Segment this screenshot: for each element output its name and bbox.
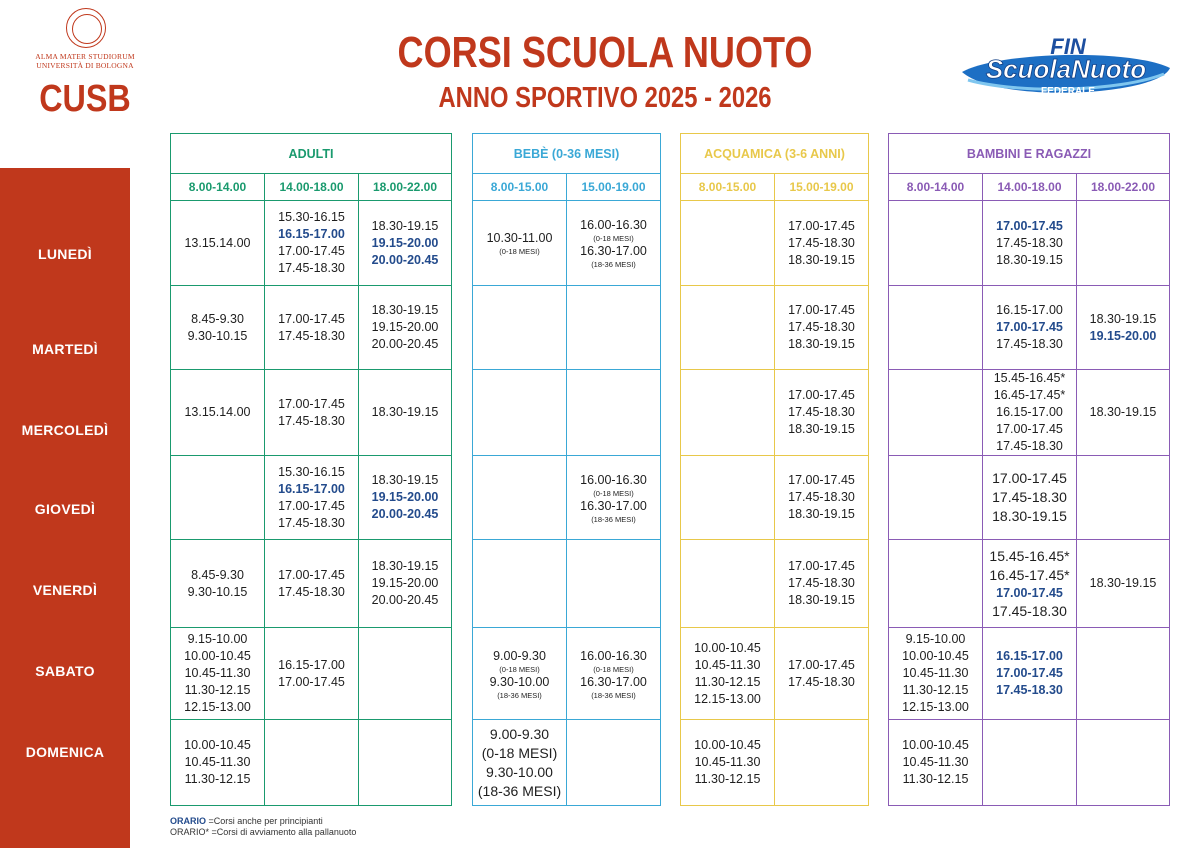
schedule-cell — [170, 369, 265, 456]
schedule-cell — [774, 285, 869, 370]
time-slot: 18.30-19.15 — [992, 508, 1067, 524]
time-slot: 9.30-10.00 — [489, 674, 550, 689]
schedule-cell — [888, 200, 983, 286]
slot-header: 8.00-15.00 — [680, 173, 775, 201]
schedule-cell — [472, 627, 567, 720]
time-slot: 16.15-17.00 — [278, 481, 345, 496]
time-slot: 18.30-19.15 — [1089, 311, 1157, 326]
time-slot: 16.15-17.00 — [278, 227, 345, 241]
schedule-cell — [888, 719, 983, 806]
footnote-line2: ORARIO* =Corsi di avviamento alla pallanuoto — [170, 827, 357, 837]
slot-header: 18.00-22.00 — [1076, 173, 1170, 201]
time-slot: 17.00-17.45 — [788, 218, 855, 233]
schedule-cell — [982, 455, 1077, 540]
schedule-cell — [982, 539, 1077, 628]
schedule-cell — [264, 200, 359, 286]
time-slot: 17.45-18.30 — [788, 405, 855, 419]
schedule-cell — [566, 200, 661, 286]
time-slot: (0-18 MESI) — [481, 744, 558, 761]
time-slot: 10.45-11.30 — [902, 755, 969, 769]
time-slot: 17.00-17.45 — [996, 666, 1063, 680]
slot-header: 8.00-14.00 — [888, 173, 983, 201]
time-slot: 15.45-16.45* — [993, 371, 1066, 385]
time-slot: 17.00-17.45 — [278, 311, 345, 326]
time-slot: 17.00-17.45 — [788, 559, 855, 573]
time-slot: 10.00-10.45 — [902, 649, 969, 663]
time-slot: 17.45-18.30 — [788, 320, 855, 334]
time-slot: 10.30-11.00 — [486, 231, 553, 245]
schedule-cell — [1076, 369, 1170, 456]
schedule-cell — [888, 455, 983, 540]
time-slot: 17.00-17.45 — [992, 470, 1067, 486]
time-slot: 17.45-18.30 — [278, 584, 345, 599]
university-seal-icon — [66, 8, 106, 48]
schedule-cell — [982, 627, 1077, 720]
schedule-cell — [264, 369, 359, 456]
time-slot: 17.45-18.30 — [278, 413, 345, 428]
fin-scuolanuoto-logo — [958, 34, 1173, 112]
time-slot: 17.45-18.30 — [992, 489, 1067, 505]
schedule-cell — [774, 719, 869, 806]
schedule-cell — [472, 200, 567, 286]
time-slot: 18.30-19.15 — [788, 507, 855, 521]
time-slot: 10.00-10.45 — [694, 738, 761, 752]
time-slot: 17.45-18.30 — [788, 490, 855, 504]
schedule-cell — [774, 627, 869, 720]
time-slot: 10.00-10.45 — [902, 738, 969, 752]
time-slot: 18.30-19.15 — [788, 422, 855, 436]
time-slot: 9.30-10.00 — [486, 763, 553, 780]
time-slot: 11.30-12.15 — [902, 683, 969, 697]
day-label: MARTEDÌ — [32, 341, 98, 357]
time-slot: 11.30-12.15 — [694, 772, 761, 786]
day-label: GIOVEDÌ — [34, 501, 96, 517]
schedule-cell — [680, 539, 775, 628]
schedule-cell — [170, 285, 265, 370]
cusb-text: CUSB — [39, 78, 131, 120]
time-slot: 10.45-11.30 — [694, 657, 761, 672]
schedule-cell — [680, 627, 775, 720]
schedule-cell — [472, 719, 567, 806]
time-slot: 16.15-17.00 — [278, 657, 345, 672]
time-slot: 17.00-17.45 — [788, 657, 855, 672]
group-title-adulti: ADULTI — [170, 133, 452, 174]
time-slot: 10.45-11.30 — [694, 755, 761, 769]
fin-main-text: ScuolaNuoto — [985, 54, 1147, 84]
time-slot: 17.00-17.45 — [996, 585, 1063, 600]
time-slot: 16.15-17.00 — [996, 649, 1063, 663]
time-slot: 9.30-10.15 — [187, 584, 248, 599]
time-slot: 12.15-13.00 — [694, 691, 761, 706]
time-slot: 18.30-19.15 — [788, 593, 855, 607]
schedule-cell — [1076, 627, 1170, 720]
time-slot: 16.00-16.30 — [580, 218, 647, 232]
time-slot: (18-36 MESI) — [477, 782, 562, 799]
time-slot: 9.00-9.30 — [493, 648, 546, 663]
schedule-cell — [982, 285, 1077, 370]
schedule-cell — [566, 369, 661, 456]
schedule-cell — [358, 719, 452, 806]
day-label: SABATO — [35, 663, 95, 679]
time-slot: 18.30-19.15 — [1089, 576, 1157, 590]
schedule-cell — [680, 719, 775, 806]
schedule-cell — [774, 455, 869, 540]
page-title: CORSI SCUOLA NUOTO — [397, 28, 813, 77]
footnote — [170, 816, 356, 838]
time-slot: 17.00-17.45 — [278, 396, 345, 411]
schedule-cell — [264, 539, 359, 628]
time-slot: 16.15-17.00 — [996, 405, 1063, 419]
time-slot: 18.30-19.15 — [371, 473, 439, 487]
time-slot: 19.15-20.00 — [1089, 328, 1157, 343]
page-subtitle: ANNO SPORTIVO 2025 - 2026 — [438, 82, 772, 114]
schedule-cell — [888, 285, 983, 370]
time-slot: 17.45-18.30 — [996, 439, 1063, 453]
time-slot: 20.00-20.45 — [371, 252, 439, 267]
schedule-cell — [566, 539, 661, 628]
time-slot: (0-18 MESI) — [499, 664, 540, 674]
time-slot: 17.00-17.45 — [278, 244, 345, 258]
schedule-cell — [1076, 539, 1170, 628]
time-slot: 10.00-10.45 — [184, 649, 251, 663]
time-slot: 12.15-13.00 — [902, 700, 969, 714]
schedule-cell — [774, 539, 869, 628]
schedule-cell — [566, 627, 661, 720]
time-slot: 17.45-18.30 — [788, 576, 855, 590]
slot-header: 8.00-15.00 — [472, 173, 567, 201]
schedule-cell — [566, 719, 661, 806]
time-slot: 17.45-18.30 — [278, 515, 345, 530]
schedule-cell — [680, 200, 775, 286]
time-slot: 10.45-11.30 — [184, 755, 251, 769]
time-slot: 19.15-20.00 — [371, 235, 439, 250]
time-slot: 18.30-19.15 — [788, 337, 855, 351]
time-slot: 17.45-18.30 — [788, 235, 855, 250]
time-slot: 10.00-10.45 — [184, 738, 251, 752]
time-slot: (18-36 MESI) — [591, 514, 636, 524]
schedule-cell — [888, 369, 983, 456]
time-slot: (0-18 MESI) — [593, 664, 634, 674]
time-slot: 9.00-9.30 — [489, 725, 550, 742]
time-slot: 16.00-16.30 — [580, 648, 647, 663]
university-line2: UNIVERSITÀ DI BOLOGNA — [36, 61, 134, 70]
time-slot: 9.15-10.00 — [187, 632, 248, 646]
time-slot: 17.00-17.45 — [996, 422, 1063, 436]
time-slot: 10.00-10.45 — [694, 640, 761, 655]
time-slot: 11.30-12.15 — [694, 674, 761, 689]
schedule-cell — [358, 627, 452, 720]
slot-header: 14.00-18.00 — [982, 173, 1077, 201]
time-slot: 10.45-11.30 — [902, 666, 969, 680]
time-slot: 18.30-19.15 — [371, 559, 439, 573]
time-slot: 9.30-10.15 — [187, 328, 248, 343]
time-slot: 17.00-17.45 — [996, 320, 1063, 334]
time-slot: 11.30-12.15 — [902, 772, 969, 786]
schedule-cell — [472, 539, 567, 628]
time-slot: 18.30-19.15 — [996, 252, 1063, 267]
time-slot: 19.15-20.00 — [371, 576, 439, 590]
schedule-cell — [566, 455, 661, 540]
time-slot: 17.00-17.45 — [788, 388, 855, 402]
schedule-cell — [1076, 719, 1170, 806]
schedule-cell — [170, 200, 265, 286]
time-slot: (0-18 MESI) — [593, 488, 634, 498]
schedule-cell — [1076, 200, 1170, 286]
time-slot: (18-36 MESI) — [591, 690, 636, 700]
time-slot: 15.45-16.45* — [989, 547, 1070, 564]
time-slot: (0-18 MESI) — [499, 247, 540, 256]
time-slot: 17.45-18.30 — [992, 602, 1067, 619]
time-slot: 11.30-12.15 — [184, 772, 251, 786]
time-slot: 16.30-17.00 — [580, 674, 647, 689]
time-slot: 13.15.14.00 — [184, 405, 251, 419]
time-slot: 16.30-17.00 — [580, 244, 647, 258]
time-slot: 17.00-17.45 — [278, 498, 345, 513]
slot-header: 15.00-19.00 — [566, 173, 661, 201]
schedule-cell — [566, 285, 661, 370]
time-slot: 15.30-16.15 — [278, 464, 345, 479]
slot-header: 8.00-14.00 — [170, 173, 265, 201]
slot-header: 18.00-22.00 — [358, 173, 452, 201]
schedule-cell — [170, 539, 265, 628]
schedule-cell — [264, 627, 359, 720]
time-slot: 17.45-18.30 — [788, 674, 855, 689]
schedule-cell — [774, 200, 869, 286]
time-slot: 13.15.14.00 — [184, 235, 251, 250]
schedule-cell — [982, 200, 1077, 286]
schedule-cell — [774, 369, 869, 456]
university-line1: ALMA MATER STUDIORUM — [35, 52, 135, 61]
time-slot: 19.15-20.00 — [371, 490, 439, 504]
time-slot: 17.45-18.30 — [278, 328, 345, 343]
schedule-cell — [1076, 455, 1170, 540]
schedule-cell — [472, 369, 567, 456]
fin-sub-text: FEDERALE — [1041, 86, 1095, 97]
schedule-cell — [472, 455, 567, 540]
schedule-cell — [888, 539, 983, 628]
time-slot: 19.15-20.00 — [371, 320, 439, 334]
time-slot: 20.00-20.45 — [371, 337, 439, 351]
time-slot: (18-36 MESI) — [591, 260, 636, 269]
time-slot: 15.30-16.15 — [278, 210, 345, 224]
footnote-line1: ORARIO =Corsi anche per principianti — [170, 816, 323, 826]
time-slot: 17.45-18.30 — [996, 337, 1063, 351]
group-title-bambini: BAMBINI E RAGAZZI — [888, 133, 1170, 174]
cusb-logo — [30, 8, 140, 126]
time-slot: 16.45-17.45* — [993, 388, 1066, 402]
time-slot: (18-36 MESI) — [497, 690, 542, 700]
time-slot: 20.00-20.45 — [371, 593, 439, 607]
schedule-cell — [170, 627, 265, 720]
schedule-cell — [170, 719, 265, 806]
schedule-cell — [982, 719, 1077, 806]
slot-header: 14.00-18.00 — [264, 173, 359, 201]
slot-header: 15.00-19.00 — [774, 173, 869, 201]
time-slot: 18.30-19.15 — [371, 303, 439, 317]
time-slot: 9.15-10.00 — [905, 632, 966, 646]
time-slot: 18.30-19.15 — [788, 252, 855, 267]
time-slot: 16.00-16.30 — [580, 472, 647, 487]
time-slot: (0-18 MESI) — [593, 234, 634, 243]
time-slot: 17.00-17.45 — [788, 473, 855, 487]
time-slot: 17.45-18.30 — [996, 235, 1063, 250]
time-slot: 18.30-19.15 — [1089, 405, 1157, 419]
schedule-cell — [982, 369, 1077, 456]
day-label: MERCOLEDÌ — [21, 422, 109, 438]
time-slot: 18.30-19.15 — [371, 405, 439, 419]
schedule-cell — [358, 539, 452, 628]
time-slot: 8.45-9.30 — [191, 567, 244, 582]
schedule-cell — [358, 285, 452, 370]
schedule-cell — [472, 285, 567, 370]
time-slot: 20.00-20.45 — [371, 507, 439, 521]
time-slot: 17.00-17.45 — [996, 218, 1063, 233]
time-slot: 17.00-17.45 — [278, 674, 345, 689]
time-slot: 12.15-13.00 — [184, 700, 251, 714]
time-slot: 16.45-17.45* — [989, 566, 1070, 583]
schedule-cell — [1076, 285, 1170, 370]
time-slot: 17.00-17.45 — [278, 567, 345, 582]
time-slot: 17.45-18.30 — [996, 683, 1063, 697]
schedule-cell — [680, 455, 775, 540]
schedule-cell — [264, 719, 359, 806]
schedule-cell — [680, 285, 775, 370]
day-label: VENERDÌ — [32, 582, 98, 598]
time-slot: 16.30-17.00 — [580, 498, 647, 513]
time-slot: 11.30-12.15 — [184, 683, 251, 697]
time-slot: 18.30-19.15 — [371, 218, 439, 233]
time-slot: 17.45-18.30 — [278, 261, 345, 275]
time-slot: 10.45-11.30 — [184, 666, 251, 680]
group-title-acquamica: ACQUAMICA (3-6 ANNI) — [680, 133, 869, 174]
day-label: LUNEDÌ — [38, 246, 92, 262]
schedule-cell — [170, 455, 265, 540]
day-label: DOMENICA — [25, 744, 105, 760]
time-slot: 8.45-9.30 — [191, 311, 244, 326]
time-slot: 16.15-17.00 — [996, 303, 1063, 317]
time-slot: 17.00-17.45 — [788, 303, 855, 317]
group-title-bebe: BEBÈ (0-36 MESI) — [472, 133, 661, 174]
schedule-cell — [264, 285, 359, 370]
schedule-cell — [358, 369, 452, 456]
schedule-cell — [264, 455, 359, 540]
schedule-cell — [358, 200, 452, 286]
fin-top-text: FIN — [1050, 34, 1086, 59]
schedule-cell — [888, 627, 983, 720]
schedule-cell — [680, 369, 775, 456]
schedule-cell — [358, 455, 452, 540]
